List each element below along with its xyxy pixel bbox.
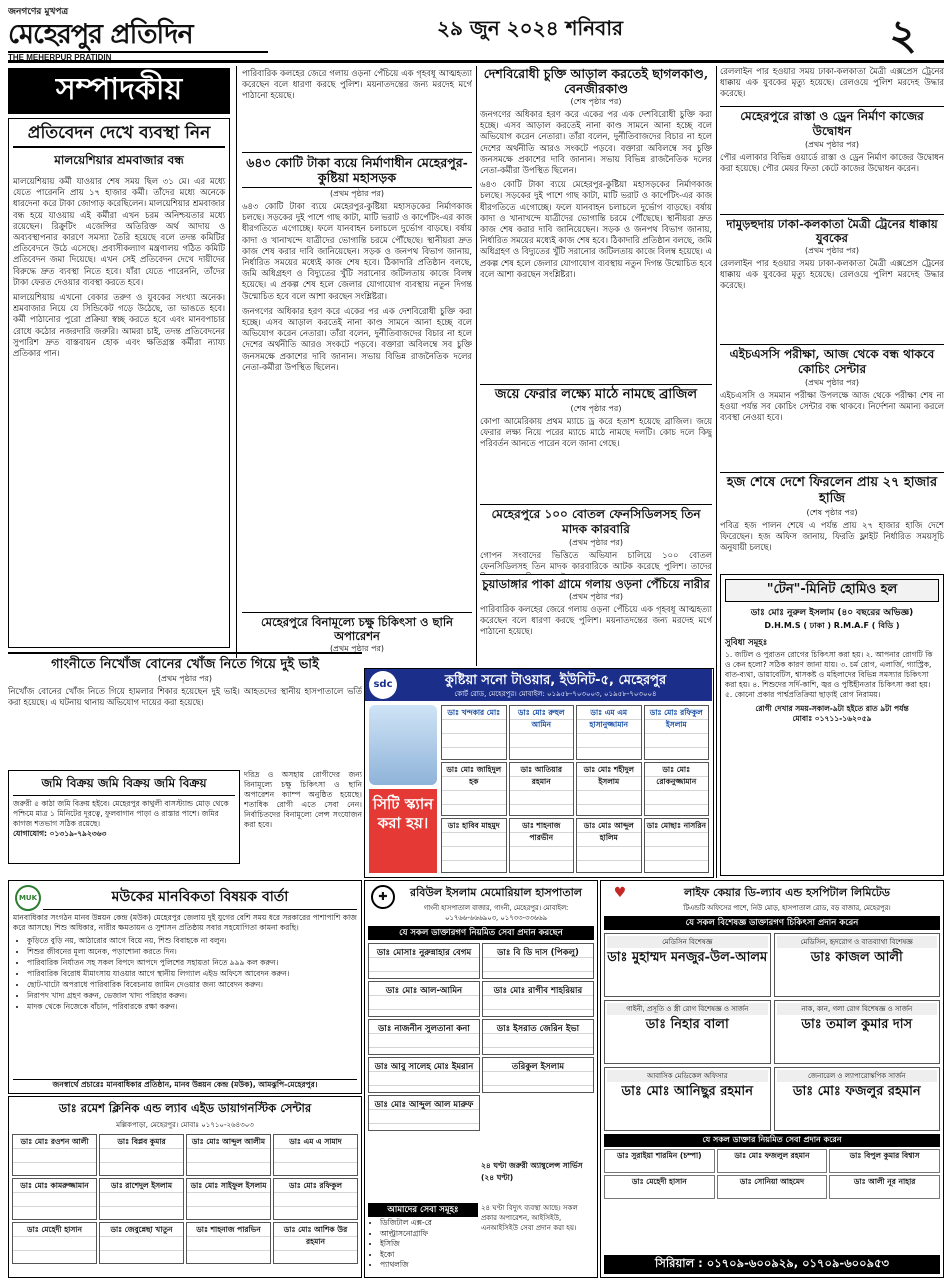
editorial-headline: প্রতিবেদন দেখে ব্যবস্থা নিন <box>13 123 225 148</box>
ad-rabiul-services <box>368 1203 478 1271</box>
story-drain[interactable] <box>720 106 944 214</box>
lifecare-regular-doctor: ডাঃ সোনিয়া আহমেদ <box>717 1175 828 1199</box>
rights-list-item: • শিশুর জীবনের মূল্য অনেক, পড়াশোনা করতে দিন। <box>27 946 357 957</box>
story-chuadanga-headline: চুয়াডাঙ্গার পাকা গ্রামে গলায় ওড়না পেঁচিয়ে নারীর <box>480 574 712 591</box>
rabiul-service-item: • ডিজিটাল এক্স-রে <box>380 1218 478 1229</box>
ramesh-doctor-card: ডাঃ রাশেদুল ইসলাম <box>99 1178 184 1220</box>
rights-list-item: • মাদক থেকে নিজেকে বাঁচান, পরিবারকে রক্ষা করুন। <box>27 1001 357 1012</box>
rabiul-doctor-card: ডাঃ আবু সালেহ মোঃ ইমরান <box>368 1057 480 1093</box>
lifecare-regular-doctor: ডাঃ মেহেদী হাসান <box>604 1175 715 1199</box>
story-brazil-body: কোপা আমেরিকায় প্রথম ম্যাচে ড্র করে হতাশ হয়েছে ব্রাজিল। জয়ে ফেরার লক্ষ্য নিয়ে পরের ম্যাচে মাঠে নামছে দলটি। কোচ দলে কিছু পরিবর্তন আনতে পারেন বলে জানা গেছে। <box>480 416 712 449</box>
lifecare-regular-doctor: ডাঃ সুরাইয়া শারমিন (চম্পা) <box>604 1149 715 1173</box>
diagnostic-doctor-card: ডাঃ খন্দকার মোঃ <box>441 705 507 760</box>
page-number: ২ <box>889 10 917 59</box>
ad-rights-body: মানবাধিকার সংগঠন মানব উন্নয়ন কেন্দ্র (মউক) মেহেরপুর জেলায় দুই যুগের বেশি সময় ধরে সরকারের পাশাপাশি কাজ করে আসছে। শিশু অধিকার, নারীর ক্ষমতায়ন ও সুশাসন প্রতিষ্ঠায় সবার সহযোগিতা কামনা করছি। <box>13 913 357 932</box>
story-conspiracy-body-cont: ৬৪৩ কোটি টাকা ব্যয়ে মেহেরপুর-কুষ্টিয়া মহাসড়কের নির্মাণকাজ চলছে। সড়কের দুই পাশে গাছ কাটা, মাটি ভরাট ও কার্পেটিং-এর কাজ ধীরগতিতে এগোচ্ছে। ফলে যানবাহন চলাচলে দুর্ভোগ বাড়ছে। বর্ষায় কাদা ও খানাখন্দে যাত্রীদের ভোগান্তি চরমে পৌঁছেছে। স্থানীয়রা দ্রুত কাজ শেষ করার দাবি জানিয়েছেন। সড়ক ও জনপথ বিভাগ জানায়, নির্ধারিত সময়ের মধ্যেই কাজ শেষ হবে। ঠিকাদারি প্রতিষ্ঠান বলছে, জমি অধিগ্রহণ ও বিদ্যুতের খুঁটি সরানোর জটিলতায় কাজে বিলম্ব হয়েছে। এ প্রকল্প শেষ হলে জেলার যোগাযোগ ব্যবস্থায় নতুন দিগন্ত উন্মোচিত হবে বলে আশা করছেন সংশ্লিষ্টরা। <box>480 179 712 279</box>
story-gangni[interactable] <box>8 652 362 768</box>
masthead-logo[interactable] <box>8 4 268 60</box>
story-highway-headline: ৬৪৩ কোটি টাকা ব্যয়ে নির্মাণাধীন মেহেরপুর-কুষ্টিয়া মহাসড়ক <box>242 152 472 188</box>
ramesh-doctor-card: ডাঃ মোঃ রওশন আলী <box>12 1134 97 1176</box>
story-eye-camp-body <box>244 770 362 864</box>
rights-list-item: • পারিবারিক বিরোধ মীমাংসায় যাওয়ার আগে স্থানীয় লিগ্যাল এইড অফিসে আবেদন করুন। <box>27 968 357 979</box>
column-divider-2 <box>476 66 477 666</box>
editorial-subheadline: মালয়েশিয়ার শ্রমবাজার বন্ধ <box>54 153 184 167</box>
story-eye-camp-text: দরিদ্র ও অসহায় রোগীদের জন্য বিনামূল্যে চক্ষু চিকিৎসা ও ছানি অপারেশন ক্যাম্প অনুষ্ঠিত হয়েছে। শতাধিক রোগী এতে সেবা নেন। নির্বাচিতদের বিনামূল্যে লেন্স সংযোজন করা হবে। <box>244 770 362 829</box>
ramesh-doctor-card: ডাঃ মোঃ সাইফুল ইসলাম <box>186 1178 271 1220</box>
ad-rights-title: মউকের মানবিকতা বিষয়ক বার্তা <box>43 885 357 910</box>
rabiul-service-item: • প্যাথলজি <box>380 1260 478 1271</box>
ad-ramesh-title: ডাঃ রমেশ ক্লিনিক এন্ড ল্যাব এইড ডায়াগনস্টিক সেন্টার <box>58 1101 312 1115</box>
ad-land-contact: যোগাযোগ: ০১৩১৯-৭৯২৩৬৩ <box>13 829 107 838</box>
story-train-headline: দামুড়হুদায় ঢাকা-কলকাতা মৈত্রী ট্রেনের ধাক্কায় যুবকের <box>720 214 944 245</box>
ad-diagnostic-doctor-grid <box>441 705 709 873</box>
ramesh-doctor-card: ডাঃ মোঃ আশিক উর রহমান <box>273 1222 358 1264</box>
story-conspiracy-body: জনগণের অধিকার হরণ করে একের পর এক দেশবিরোধী চুক্তি করা হচ্ছে। এসব আড়াল করতেই নানা কাণ্ড সামনে আনা হচ্ছে বলে অভিযোগ করেন নেতারা। তাঁরা বলেন, দুর্নীতিবাজদের বিচার না হলে দেশের অর্থনীতি আরও সংকটে পড়বে। বক্তারা অবিলম্বে সব চুক্তি জনসমক্ষে প্রকাশের দাবি জানান। সভায় বিভিন্ন রাজনৈতিক দলের নেতা-কর্মীরা উপস্থিত ছিলেন। <box>480 109 712 176</box>
ramesh-doctor-card: ডাঃ মোঃ কামরুজ্জামান <box>12 1178 97 1220</box>
ad-diagnostic-logo-icon: sdc <box>369 671 397 699</box>
rabiul-doctor-card: ডাঃ মোঃ আব্দুল আল মারুফ <box>368 1095 480 1131</box>
story-hsc-byline: (প্রথম পৃষ্ঠার পর) <box>804 378 860 387</box>
ramesh-doctor-card: ডাঃ মেহেদী হাসান <box>12 1222 97 1264</box>
story-s9-continued: রেললাইন পার হওয়ার সময় ঢাকা-কলকাতা মৈত্রী এক্সপ্রেস ট্রেনের ধাক্কায় এক যুবকের মৃত্যু হয়েছে। রেলওয়ে পুলিশ মরদেহ উদ্ধার করেছে। <box>720 66 944 99</box>
ad-rabiul-banner: যে সকল ডাক্তারগণ নিয়মিত সেবা প্রদান করছেন <box>368 926 594 940</box>
ad-diagnostic-title: কুষ্টিয়া সনো টাওয়ার, ইউনিট-৫, মেহেরপুর <box>444 673 667 688</box>
editorial-box <box>8 118 230 648</box>
ad-diagnostic-subtitle: কোর্ট রোড, মেহেরপুর। মোবাইল: ০১৯৫৮-৭০৩০০৩, ০১৯৫৮-৭০৩০০৪ <box>454 690 657 698</box>
rights-list-item: • ছোট-খাটো অপরাধে পারিবারিক বিবেচনায় জামিন দেওয়ার জন্য আবেদন করুন। <box>27 979 357 990</box>
rights-list-item: • কুড়িতে বুড়ি নয়, আঠারোর আগে বিয়ে নয়, শিশু বিবাহকে না বলুন। <box>27 935 357 946</box>
story-drugs-headline: মেহেরপুরে ১০০ বোতল ফেনসিডিলসহ তিন মাদক কারবারি <box>480 504 712 537</box>
story-continued-right <box>720 66 944 104</box>
story-gangni-byline: (প্রথম পৃষ্ঠার পর) <box>157 674 213 683</box>
story-hsc[interactable] <box>720 344 944 472</box>
rabiul-service-item: • ইসিজি <box>380 1239 478 1250</box>
ad-homeo-body: ১. জটিল ও পুরাতন রোগের চিকিৎসা করা হয়। ২. আপনার রোগটি কি ও কেন হলো? সঠিক কারণ জানা যায়। ৩. চর্ম রোগ, এলার্জি, গ্যাস্ট্রিক, বাত-ব্যথা, ডায়াবেটিস, শ্বাসকষ্ট ও মহিলাদের বিভিন্ন সমস্যার চিকিৎসা করা হয়। ৪. শিশুদের সর্দি-কাশি, জ্বর ও পুষ্টিহীনতার চিকিৎসা করা হয়। ৫. কোনো প্রকার পার্শ্বপ্রতিক্রিয়া ছাড়াই রোগ নিরাময়। <box>725 650 933 699</box>
story-train-byline: (প্রথম পৃষ্ঠার পর) <box>804 246 860 255</box>
ad-lifecare-serial: সিরিয়াল : ০১৭০৯-৬০০৯২৯, ০১৭০৯-৬০০৯৫৩ <box>604 1255 940 1274</box>
story-conspiracy-headline: দেশবিরোধী চুক্তি আড়াল করতেই ছাগলকাণ্ড, বেনজীরকাণ্ড <box>483 66 709 96</box>
masthead-english-name: THE MEHERPUR PRATIDIN <box>8 53 112 60</box>
editorial-section-title: সম্পাদকীয় <box>8 68 230 114</box>
ad-homeo-hours: রোগী দেখার সময়-সকাল-৯টা হইতে রাত ৯টা পর্যন্ত <box>755 704 909 713</box>
ad-lifecare-doctor-grid <box>604 933 940 1131</box>
story-brazil-byline: (শেষ পৃষ্ঠার পর) <box>570 404 622 413</box>
lifecare-doctor-card <box>604 1000 771 1064</box>
story-eye-camp-byline: (প্রথম পৃষ্ঠার পর) <box>329 644 385 653</box>
story-chuadanga-byline: (প্রথম পৃষ্ঠার পর) <box>568 592 624 601</box>
ad-homeo-degree: D.H.M.S ( ঢাকা ) R.M.A.F ( বিডি ) <box>764 621 900 630</box>
story-train-body: রেললাইন পার হওয়ার সময় ঢাকা-কলকাতা মৈত্রী এক্সপ্রেস ট্রেনের ধাক্কায় এক যুবকের মৃত্যু হয়েছে। রেলওয়ে পুলিশ মরদেহ উদ্ধার করেছে। <box>720 258 944 291</box>
ad-land-body: জরুরী ৫ কাঠা জমি বিক্রয় হইবে। মেহেরপুর কাথুলী বাসস্ট্যান্ড মোড় থেকে পশ্চিমে মাত্র ১ মিনিটের দূরত্বে, ফুলবাগান পাড়া ও রাস্তার পাশে। জমির কাগজ শতভাগ সঠিক রয়েছে। <box>13 799 229 828</box>
diagnostic-doctor-card: ডাঃ হাবিব মাহমুদ <box>441 818 507 873</box>
column-divider-3 <box>716 66 717 878</box>
ad-ramesh[interactable] <box>8 1096 362 1278</box>
rabiul-doctor-card: ডাঃ মোঃ আল-আমিন <box>368 981 480 1017</box>
ad-rights[interactable] <box>8 880 362 1094</box>
ad-homeo[interactable] <box>720 574 944 876</box>
lifecare-doctor-name: ডাঃ মুহাম্মদ মনজুর-উল-আলম <box>607 950 768 965</box>
story-gangni-body: নিখোঁজ বোনের খোঁজ নিতে গিয়ে হামলার শিকার হয়েছেন দুই ভাই। আহতদের স্থানীয় হাসপাতালে ভর্তি করা হয়েছে। এ ঘটনায় থানায় অভিযোগ দায়ের করা হয়েছে। <box>8 686 362 708</box>
story-hsc-headline: এইচএসসি পরীক্ষা, আজ থেকে বন্ধ থাকবে কোচিং সেন্টার <box>720 344 944 377</box>
lifecare-doctor-card <box>604 1067 771 1131</box>
story-brazil-headline: জয়ে ফেরার লক্ষ্যে মাঠে নামছে ব্রাজিল <box>480 384 712 403</box>
rabiul-service-item: • ইকো <box>380 1250 478 1261</box>
story-drain-byline: (প্রথম পৃষ্ঠার পর) <box>804 140 860 149</box>
lifecare-regular-doctor: ডাঃ আলী নূর নাহার <box>829 1175 940 1199</box>
ramesh-doctor-card: ডাঃ জেবুন্নেছা খাতুন <box>99 1222 184 1264</box>
masthead-tagline: জনগণের মুখপত্র <box>8 7 69 17</box>
issue-date: ২৯ জুন ২০২৪ শনিবার <box>436 16 624 40</box>
ad-rabiul-doctor-grid <box>368 943 594 1131</box>
story-highway[interactable] <box>242 152 472 612</box>
lifecare-doctor-name: ডাঃ মোঃ ফজলুর রহমান <box>792 1084 921 1099</box>
diagnostic-doctor-card: ডাঃ মোঃ জাহিদুল হক <box>441 762 507 817</box>
ad-rabiul[interactable] <box>364 880 598 1278</box>
editorial-body-2: মালয়েশিয়ায় এখনো বেকার তরুণ ও যুবকের সংখ্যা অনেক। শ্রমবাজার নিয়ে যে সিন্ডিকেট গড়ে উঠেছে, তা ভাঙতে হবে। কর্মী পাঠানোর পুরো প্রক্রিয়া স্বচ্ছ করতে হবে এবং মানবপাচার রোধে কঠোর নজরদারি জরুরি। আমরা চাই, তদন্ত প্রতিবেদনের সুপারিশ দ্রুত বাস্তবায়ন হোক এবং ক্ষতিগ্রস্ত কর্মীরা ন্যায্য প্রতিকার পান। <box>13 292 225 359</box>
lifecare-doctor-specialty: জেনারেল ও ল্যাপারোস্কপিক সার্জন <box>777 1070 938 1082</box>
ad-lifecare-banner-2: যে সকল ডাক্তার নিয়মিত সেবা প্রদান করেন <box>604 1134 940 1147</box>
ad-ramesh-subtitle: মল্লিকপাড়া, মেহেরপুর। মোবাঃ ০১৭১০-২৬৪৩০৩ <box>116 1121 254 1129</box>
story-chuadanga[interactable] <box>480 574 712 666</box>
column-divider <box>236 66 237 658</box>
story-highway-byline: (প্রথম পৃষ্ঠার পর) <box>329 189 385 198</box>
story-chuadanga-body: পারিবারিক কলহের জেরে গলায় ওড়না পেঁচিয়ে এক গৃহবধূ আত্মহত্যা করেছেন বলে ধারণা করছে পুলিশ। ময়নাতদন্তের জন্য মরদেহ মর্গে পাঠানো হয়েছে। <box>480 604 712 637</box>
ad-rabiul-ambulance: ২৪ ঘণ্টা জরুরী অ্যাম্বুলেন্স সার্ভিস (২৪ ঘণ্টা) <box>481 1161 583 1182</box>
lifecare-doctor-specialty: মেডিসিন বিশেষজ্ঞ <box>607 936 768 948</box>
rabiul-doctor-card: ডাঃ মোসাঃ নুরুন্নাহার বেগম <box>368 943 480 979</box>
lifecare-logo-icon: ♥ <box>613 885 627 901</box>
story-highway-body-cont: জনগণের অধিকার হরণ করে একের পর এক দেশবিরোধী চুক্তি করা হচ্ছে। এসব আড়াল করতেই নানা কাণ্ড সামনে আনা হচ্ছে বলে অভিযোগ করেন নেতারা। তাঁরা বলেন, দুর্নীতিবাজদের বিচার না হলে দেশের অর্থনীতি আরও সংকটে পড়বে। বক্তারা অবিলম্বে সব চুক্তি জনসমক্ষে প্রকাশের দাবি জানান। সভায় বিভিন্ন রাজনৈতিক দলের নেতা-কর্মীরা উপস্থিত ছিলেন। <box>242 305 472 372</box>
lifecare-regular-doctor: ডাঃ বিপুল কুমার বিশ্বাস <box>829 1149 940 1173</box>
ramesh-doctor-card: ডাঃ এম এ সামাদ <box>273 1134 358 1176</box>
diagnostic-doctor-card: ডাঃ মোঃ শহীদুল ইসলাম <box>576 762 642 817</box>
story-highway-body: ৬৪৩ কোটি টাকা ব্যয়ে মেহেরপুর-কুষ্টিয়া মহাসড়কের নির্মাণকাজ চলছে। সড়কের দুই পাশে গাছ কাটা, মাটি ভরাট ও কার্পেটিং-এর কাজ ধীরগতিতে এগোচ্ছে। ফলে যানবাহন চলাচলে দুর্ভোগ বাড়ছে। বর্ষায় কাদা ও খানাখন্দে যাত্রীদের ভোগান্তি চরমে পৌঁছেছে। স্থানীয়রা দ্রুত কাজ শেষ করার দাবি জানিয়েছেন। সড়ক ও জনপথ বিভাগ জানায়, নির্ধারিত সময়ের মধ্যেই কাজ শেষ হবে। ঠিকাদারি প্রতিষ্ঠান বলছে, জমি অধিগ্রহণ ও বিদ্যুতের খুঁটি সরানোর জটিলতায় কাজে বিলম্ব হয়েছে। এ প্রকল্প শেষ হলে জেলার যোগাযোগ ব্যবস্থায় নতুন দিগন্ত উন্মোচিত হবে বলে আশা করছেন সংশ্লিষ্টরা। <box>242 201 472 301</box>
ad-rabiul-services-title: আমাদের সেবা সমূহঃ <box>368 1203 478 1217</box>
rabiul-doctor-card: ডাঃ মোঃ রাগীব শাহরিয়ার <box>482 981 594 1017</box>
lifecare-doctor-name: ডাঃ কাজল আলী <box>810 950 903 965</box>
lifecare-regular-doctor: ডাঃ মোঃ ফজলুল রহমান <box>717 1149 828 1173</box>
diagnostic-doctor-card: ডাঃ এম এম হাসানুজ্জামান <box>576 705 642 760</box>
story-hajj-body: পবিত্র হজ পালন শেষে এ পর্যন্ত প্রায় ২৭ হাজার হাজি দেশে ফিরেছেন। হজ অফিস জানায়, ফিরতি ফ্লাইট নির্ধারিত সময়সূচি অনুযায়ী চলছে। <box>720 520 944 553</box>
rabiul-doctor-card: ডাঃ ইসরাত জেরিন ইভা <box>482 1019 594 1055</box>
lifecare-doctor-name: ডাঃ মোঃ আনিছুর রহমান <box>621 1084 753 1099</box>
rabiul-logo-icon: ✚ <box>371 885 395 909</box>
story-drain-body: পৌর এলাকার বিভিন্ন ওয়ার্ডে রাস্তা ও ড্রেন নির্মাণ কাজের উদ্বোধন করা হয়েছে। পৌর মেয়র ফিতা কেটে কাজের উদ্বোধন করেন। <box>720 152 944 174</box>
story-s5-continued: পারিবারিক কলহের জেরে গলায় ওড়না পেঁচিয়ে এক গৃহবধূ আত্মহত্যা করেছেন বলে ধারণা করছে পুলিশ। ময়নাতদন্তের জন্য মরদেহ মর্গে পাঠানো হয়েছে। <box>242 68 472 101</box>
ad-land[interactable] <box>8 770 240 864</box>
ad-homeo-title: "টেন"-মিনিট হোমিও হল <box>725 579 939 602</box>
story-conspiracy-byline: (শেষ পৃষ্ঠার পর) <box>570 97 622 106</box>
lifecare-doctor-specialty: নাক, কান, গলা রোগ বিশেষজ্ঞ ও সার্জন <box>777 1003 938 1015</box>
ad-homeo-doctor: ডাঃ মোঃ নুরুল ইসলাম (৪০ বছরের অভিজ্ঞ) <box>750 608 914 618</box>
diagnostic-doctor-card: ডাঃ মোঃ আব্দুল হালিম <box>576 818 642 873</box>
story-hajj-headline: হজ শেষে দেশে ফিরলেন প্রায় ২৭ হাজার হাজি <box>720 472 944 507</box>
story-train[interactable] <box>720 214 944 344</box>
diagnostic-doctor-card: ডাঃ মোঃ রোকনুজ্জামান <box>644 762 710 817</box>
ramesh-doctor-card: ডাঃ শাহনাজ পারভিন <box>186 1222 271 1264</box>
lifecare-doctor-card <box>774 1067 941 1131</box>
ad-lifecare-regular-grid <box>604 1149 940 1199</box>
story-drugs-byline: (প্রথম পৃষ্ঠার পর) <box>568 538 624 547</box>
ad-lifecare-title: লাইফ কেয়ার ডি-ল্যাব এন্ড হসপিটাল লিমিটেড <box>684 886 890 899</box>
ramesh-doctor-card: ডাঃ মোঃ আব্দুল আলীম <box>186 1134 271 1176</box>
lifecare-doctor-specialty: মেডিসিন, হৃদরোগ ও বাতব্যাথা বিশেষজ্ঞ <box>777 936 938 948</box>
rabiul-doctor-card: ডাঃ নাজনীন সুলতানা কনা <box>368 1019 480 1055</box>
ramesh-doctor-card: ডাঃ বিপ্লব কুমার <box>99 1134 184 1176</box>
masthead-title: মেহেরপুর প্রতিদিন <box>8 19 268 53</box>
diagnostic-doctor-card: ডাঃ মোছাঃ নাসরিন <box>644 818 710 873</box>
lifecare-doctor-specialty: গাইনী, প্রসূতি ও স্ত্রী রোগ বিশেষজ্ঞ ও সার্জন <box>607 1003 768 1015</box>
ad-lifecare-subtitle: টিএন্ডটি অফিসের পাশে, নিউ মোড়, হাসপাতাল রোড, বড় বাজার, মেহেরপুর। <box>683 904 891 912</box>
lifecare-doctor-name: ডাঃ তমাল কুমার দাস <box>801 1017 913 1032</box>
story-hajj[interactable] <box>720 472 944 572</box>
story-drain-headline: মেহেরপুরে রাস্তা ও ড্রেন নির্মাণ কাজের উদ্বোধন <box>720 106 944 139</box>
lifecare-doctor-card <box>774 1000 941 1064</box>
lifecare-doctor-specialty: আবাসিক মেডিকেল অফিসার <box>607 1070 768 1082</box>
ad-homeo-subtitle: সুবিধা সমূহঃ <box>725 638 768 648</box>
diagnostic-doctor-card: ডাঃ মোঃ রফিকুল ইসলাম <box>644 705 710 760</box>
ad-lifecare[interactable] <box>600 880 944 1278</box>
mouk-logo-icon: MUK <box>15 885 41 911</box>
story-continued-top <box>242 68 472 152</box>
lifecare-doctor-card <box>604 933 771 997</box>
ad-rights-list <box>13 935 357 1012</box>
rabiul-doctor-card: তরিকুল ইসলাম <box>482 1057 594 1093</box>
ad-rabiul-subtitle: গাংনী হাসপাতাল বাজার, গাংনী, মেহেরপুর। মোবাইল: ০১৭৬৬-৬৬৬৯০৩, ০১৭৩৩-৩৩৬৬৯ <box>423 904 569 922</box>
story-brazil[interactable] <box>480 384 712 504</box>
story-gangni-headline: গাংনীতে নিখোঁজ বোনের খোঁজ নিতে গিয়ে দুই ভাই <box>8 652 362 673</box>
rabiul-service-item: • আল্ট্রাসনোগ্রাফি <box>380 1229 478 1240</box>
ad-diagnostic-ct-label: সিটি স্ক্যান করা হয়। <box>369 789 437 873</box>
story-drugs-body: গোপন সংবাদের ভিত্তিতে অভিযান চালিয়ে ১০০ বোতল ফেনসিডিলসহ তিন মাদক কারবারিকে আটক করেছে পুলিশ। তাদের <box>480 550 712 572</box>
diagnostic-doctor-card: ডাঃ আতিয়ার রহমান <box>509 762 575 817</box>
ad-land-title: জমি বিক্রয় জমি বিক্রয় জমি বিক্রয় <box>13 775 235 796</box>
story-conspiracy[interactable] <box>480 66 712 384</box>
story-drugs[interactable] <box>480 504 712 574</box>
diagnostic-doctor-card: ডাঃ শাহনাজ পারভীন <box>509 818 575 873</box>
ad-lifecare-banner: যে সকল বিশেষজ্ঞ ডাক্তারগণ চিকিৎসা প্রদান করেন <box>604 916 940 930</box>
lifecare-doctor-card <box>774 933 941 997</box>
diagnostic-doctor-card: ডাঃ মোঃ রুহুল আমিন <box>509 705 575 760</box>
ad-rabiul-title: রবিউল ইসলাম মেমোরিয়াল হাসপাতাল <box>410 886 582 899</box>
lifecare-doctor-name: ডাঃ নিহার বালা <box>645 1017 729 1032</box>
ad-rabiul-services-list <box>368 1218 478 1271</box>
ramesh-doctor-card: ডাঃ মোঃ রফিকুল <box>273 1178 358 1220</box>
story-hajj-byline: (শেষ পৃষ্ঠার পর) <box>806 508 858 517</box>
story-hsc-body: এইচএসসি ও সমমান পরীক্ষা উপলক্ষে আজ থেকে পরীক্ষা শেষ না হওয়া পর্যন্ত সব কোচিং সেন্টার বন্ধ থাকবে। নির্দেশনা অমান্য করলে ব্যবস্থা নেওয়া হবে। <box>720 390 944 423</box>
rights-list-item: • পারিবারিক নির্যাতন সহ সকল বিপদে আপদে পুলিশের সহায়তা নিতে ৯৯৯ কল করুন। <box>27 957 357 968</box>
ad-rights-footer: জনস্বার্থে প্রচারেঃ মানবাধিকার প্রতিষ্ঠান, মানব উন্নয়ন কেন্দ্র (মউক), আমঝুপি-মেহেরপুর। <box>13 1079 357 1090</box>
ad-ramesh-doctor-grid <box>12 1134 358 1264</box>
rabiul-doctor-card: ডাঃ বি ডি দাস (পিকলু) <box>482 943 594 979</box>
ad-diagnostic[interactable] <box>364 668 714 878</box>
ad-diagnostic-header <box>365 669 712 701</box>
editorial-body: মালয়েশিয়ায় কর্মী যাওয়ার শেষ সময় ছিল ৩১ মে। এর মধ্যে যেতে পারেননি প্রায় ১৭ হাজার কর্মী। তাঁদের মধ্যে অনেকে ধারদেনা করে টাকা জোগাড় করেছিলেন। মালয়েশিয়ার শ্রমবাজার বন্ধ হয়ে যাওয়ায় এই কর্মীরা এখন চরম অনিশ্চয়তার মধ্যে রয়েছেন। রিক্রুটিং এজেন্সির অতিরিক্ত অর্থ আদায় ও অব্যবস্থাপনার কারণে সমস্যা তৈরি হয়েছে বলে তদন্ত কমিটির প্রতিবেদনে উঠে এসেছে। প্রবাসীকল্যাণ মন্ত্রণালয় গঠিত কমিটি প্রতিবেদন জমা দিয়েছে। এখন সেই প্রতিবেদন দেখে দায়ীদের বিরুদ্ধে দ্রুত ব্যবস্থা নিতে হবে। যাঁরা যেতে পারেননি, তাঁদের টাকা ফেরত দেওয়ার ব্যবস্থা করতে হবে। <box>13 176 225 287</box>
ct-scanner-image <box>369 705 437 785</box>
ad-rabiul-note: ২৪ ঘণ্টা বিদ্যুৎ ব্যবস্থা আছে। সকল প্রকার অপারেশন, আইসিইউ, এনআইসিইউ সেবা প্রদান করা হয়। <box>481 1204 578 1232</box>
masthead-rule <box>8 60 944 63</box>
ad-homeo-contact: মোবাঃ ০১৭১১-১৬২০৫৯ <box>792 714 872 723</box>
rights-list-item: • নিরাপদ খাদ্য গ্রহণ করুন, ভেজাল খাদ্য পরিহার করুন। <box>27 990 357 1001</box>
story-eye-camp-headline: মেহেরপুরে বিনামূল্যে চক্ষু চিকিৎসা ও ছানি অপারেশন <box>242 612 472 643</box>
